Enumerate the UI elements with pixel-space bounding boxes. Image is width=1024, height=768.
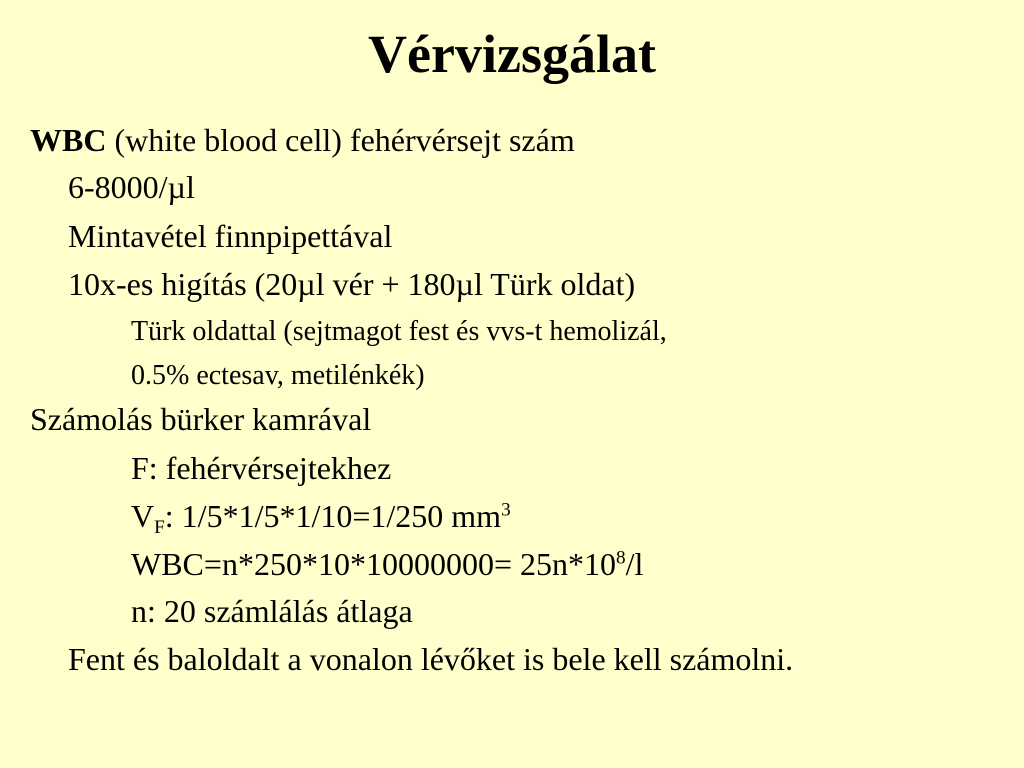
wbc-formula-expression: WBC=n*250*10*10000000= 25n*10	[131, 546, 616, 582]
wbc-label: WBC	[30, 122, 107, 158]
dilution: 10x-es higítás (20µl vér + 180µl Türk oldat)	[68, 266, 636, 302]
vf-prefix: V	[131, 498, 155, 534]
wbc-line	[30, 121, 575, 159]
counting-method: Számolás bürker kamrával	[30, 401, 372, 437]
turk-note-line-1: Türk oldattal (sejtmagot fest és vvs-t hemolizál,	[131, 316, 667, 347]
sampling-method: Mintavétel finnpipettával	[68, 218, 393, 254]
vf-superscript: 3	[501, 499, 511, 521]
normal-range: 6-8000/µl	[68, 169, 195, 205]
slide-title: Vérvizsgálat	[368, 24, 656, 84]
n-definition: n: 20 számlálás átlaga	[131, 593, 413, 629]
vf-expression: : 1/5*1/5*1/10=1/250 mm	[164, 498, 502, 534]
turk-note-line-2: 0.5% ectesav, metilénkék)	[131, 360, 425, 391]
f-definition: F: fehérvérsejtekhez	[131, 450, 392, 486]
wbc-formula-exponent: 8	[615, 547, 626, 569]
vf-formula	[131, 497, 511, 538]
vf-subscript: F	[154, 516, 165, 538]
wbc-formula-unit: /l	[625, 546, 644, 582]
wbc-formula	[131, 545, 643, 583]
edge-counting-note: Fent és baloldalt a vonalon lévőket is bele kell számolni.	[68, 641, 794, 677]
wbc-description: (white blood cell) fehérvérsejt szám	[106, 122, 575, 158]
